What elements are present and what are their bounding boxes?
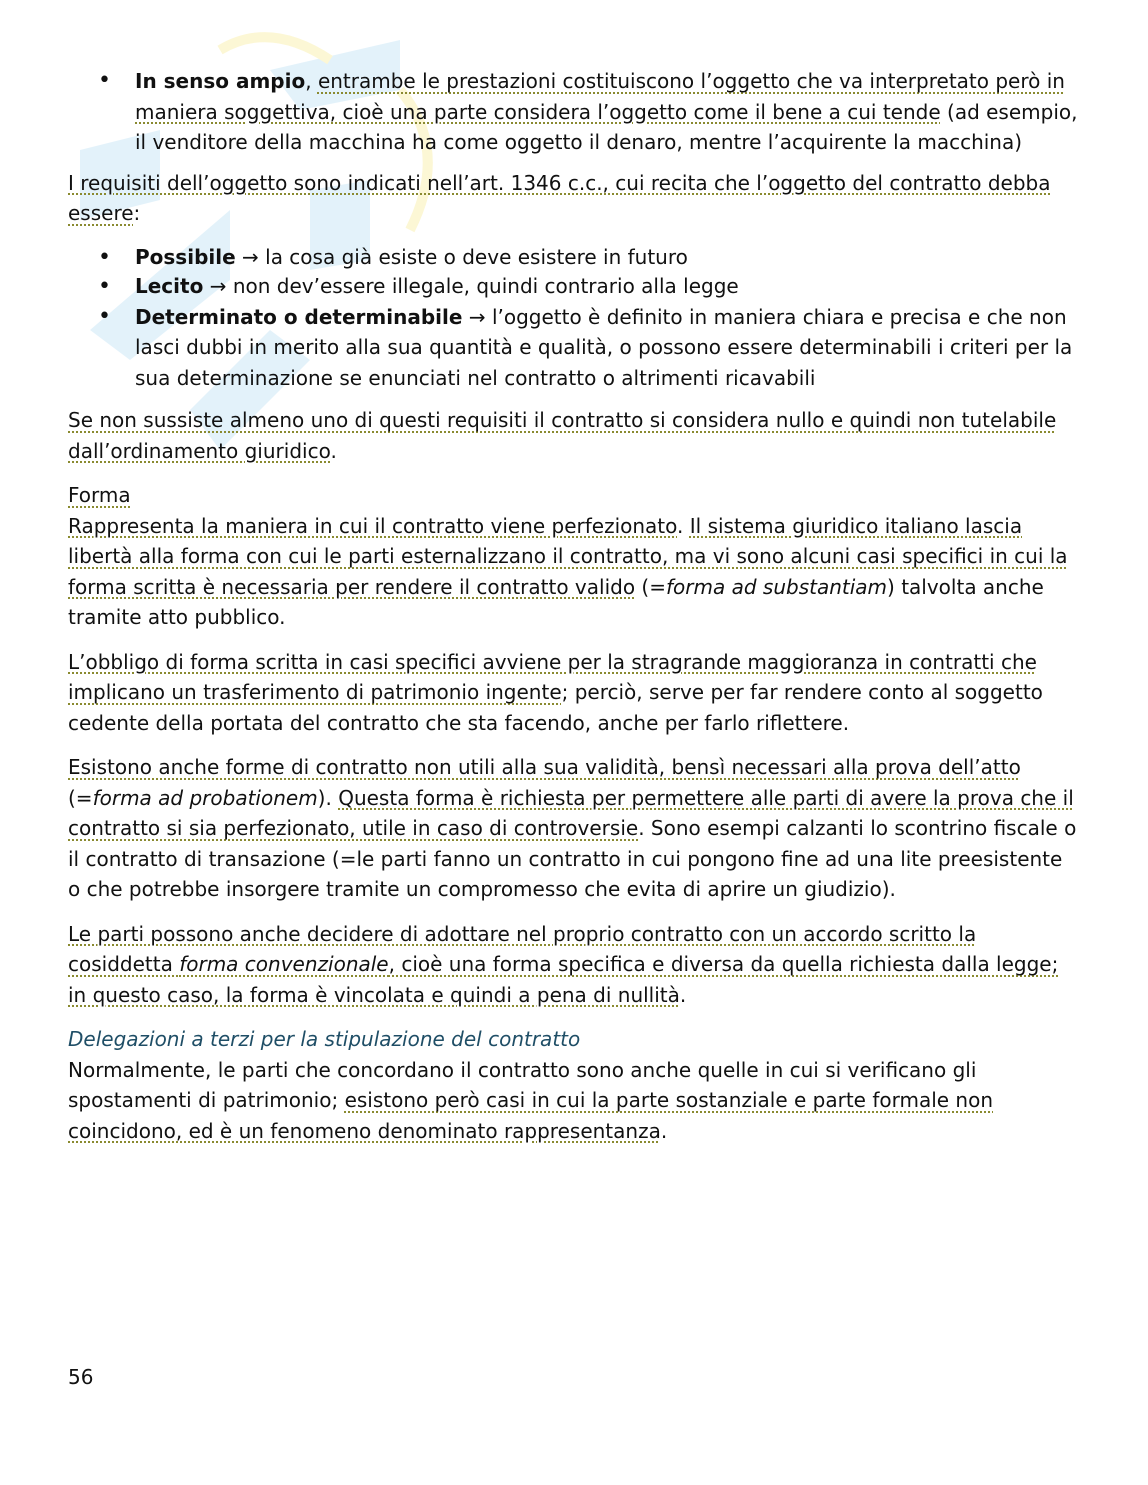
requisiti-underlined: I requisiti dell’oggetto sono indicati nell’art. 1346 c.c., cui recita che l’oggetto del contratto debba essere	[68, 170, 1051, 225]
bullet-bold: In senso ampio	[135, 69, 306, 93]
obbligo-rest: ; perciò, serve per far rendere conto al soggetto cedente della portata del contratto che sta facendo, anche per farlo riflettere.	[68, 680, 1043, 735]
forma-t3: ) talvolta anche tramite atto pubblico.	[68, 574, 1044, 629]
conv-u2: , cioè una forma specifica e diversa da quella richiesta dalla legge; in questo caso, la forma è vincolata e quindi a pena di nullità	[68, 952, 1059, 1007]
forma-italic: forma ad substantiam	[666, 574, 888, 599]
forma-t1: .	[677, 513, 690, 538]
prova-italic: forma ad probationem	[92, 785, 318, 810]
prova-t2: ).	[317, 785, 339, 810]
nullo-underlined: Se non sussiste almeno uno di questi requisiti il contratto si considera nullo e quindi non tutelabile dall’ordinamento giuridico	[68, 408, 1057, 463]
obbligo-underlined: L’obbligo di forma scritta in casi specifici avviene per la stragrande maggioranza in contratti che implicano un trasferimento di patrimonio ingente	[68, 649, 1037, 704]
bullet-bold: Determinato o determinabile	[135, 304, 463, 329]
paragraph-prova	[68, 752, 1080, 905]
delegazioni-heading: Delegazioni a terzi per la stipulazione del contratto	[68, 1027, 581, 1051]
conv-italic: forma convenzionale	[179, 952, 389, 976]
delegazioni-u1: esistono però casi in cui la parte sostanziale e parte formale non coincidono, ed è un fenomeno denominato rappresentanza	[68, 1088, 994, 1143]
paragraph-nullo	[68, 405, 1080, 466]
bullet-text: l’oggetto è definito in maniera chiara e precisa e che non lasci dubbi in merito alla sua quantità e qualità, o possono essere determinabili i criteri per la sua determinazione se enunciati nel contratto o altrimenti ricavabili	[135, 304, 1073, 390]
page-number: 56	[68, 1365, 94, 1389]
bullet-item-determinato	[68, 302, 1080, 394]
delegazioni-t1: Normalmente, le parti che concordano il contratto sono anche quelle in cui si verificano gli spostamenti di patrimonio;	[68, 1057, 977, 1112]
content-body	[68, 66, 1080, 1146]
bullet-sep: ,	[305, 69, 318, 93]
prova-t3: . Sono esempi calzanti lo scontrino fiscale o il contratto di transazione (=le parti fanno un contratto in cui pongono fine ad una lite preesistente o che potrebbe insorgere tramite un compromesso che evita di aprire un giudizio).	[68, 816, 1077, 901]
bullet-text: non dev’essere illegale, quindi contrario alla legge	[232, 274, 739, 298]
forma-u1: Rappresenta la maniera in cui il contratto viene perfezionato	[68, 513, 678, 538]
bullet-item-lecito	[68, 272, 1080, 302]
bullet-text: la cosa già esiste o deve esistere in futuro	[265, 244, 688, 269]
nullo-rest: .	[330, 438, 337, 463]
paragraph-delegazioni	[68, 1055, 1080, 1147]
paragraph-requisiti	[68, 168, 1080, 229]
paragraph-obbligo	[68, 647, 1080, 739]
prova-u2: Questa forma è richiesta per permettere alle parti di avere la prova che il contratto si sia perfezionato, utile in caso di controversie	[68, 785, 1074, 840]
forma-heading	[68, 480, 1080, 511]
bullet-item	[68, 66, 1080, 158]
bullet-bold: Possibile	[135, 244, 236, 269]
forma-t2: (=	[635, 574, 666, 599]
conv-rest: .	[679, 982, 687, 1007]
arrow-right-icon: →	[242, 244, 259, 269]
arrow-right-icon: →	[209, 274, 227, 298]
prova-t1: (=	[68, 785, 93, 810]
bullet-underlined: entrambe le prestazioni costituiscono l’oggetto che va interpretato però in maniera soggettiva, cioè una parte considera l’oggetto come il bene a cui tende	[135, 69, 1065, 124]
bullet-list-senso	[68, 66, 1080, 158]
bullet-bold: Lecito	[135, 274, 204, 298]
requisiti-rest: :	[133, 201, 141, 225]
bullet-list-requisiti	[68, 243, 1080, 394]
conv-u1: Le parti possono anche decidere di adottare nel proprio contratto con un accordo scritto la cosiddetta	[68, 921, 977, 976]
forma-heading-text: Forma	[68, 483, 131, 507]
forma-u2: Il sistema giuridico italiano lascia libertà alla forma con cui le parti esternalizzano il contratto, ma vi sono alcuni casi specifici in cui la forma scritta è necessaria per rendere il contratto valido	[68, 513, 1068, 599]
bullet-item-possibile	[68, 243, 1080, 273]
paragraph-convenzionale	[68, 919, 1080, 1011]
bullet-rest: (ad esempio, il venditore della macchina ha come oggetto il denaro, mentre l’acquirente la macchina)	[135, 99, 1078, 154]
arrow-right-icon: →	[468, 304, 486, 329]
paragraph-forma	[68, 511, 1080, 633]
prova-u1: Esistono anche forme di contratto non utili alla sua validità, bensì necessari alla prova dell’atto	[68, 755, 1021, 779]
delegazioni-rest: .	[660, 1118, 668, 1143]
